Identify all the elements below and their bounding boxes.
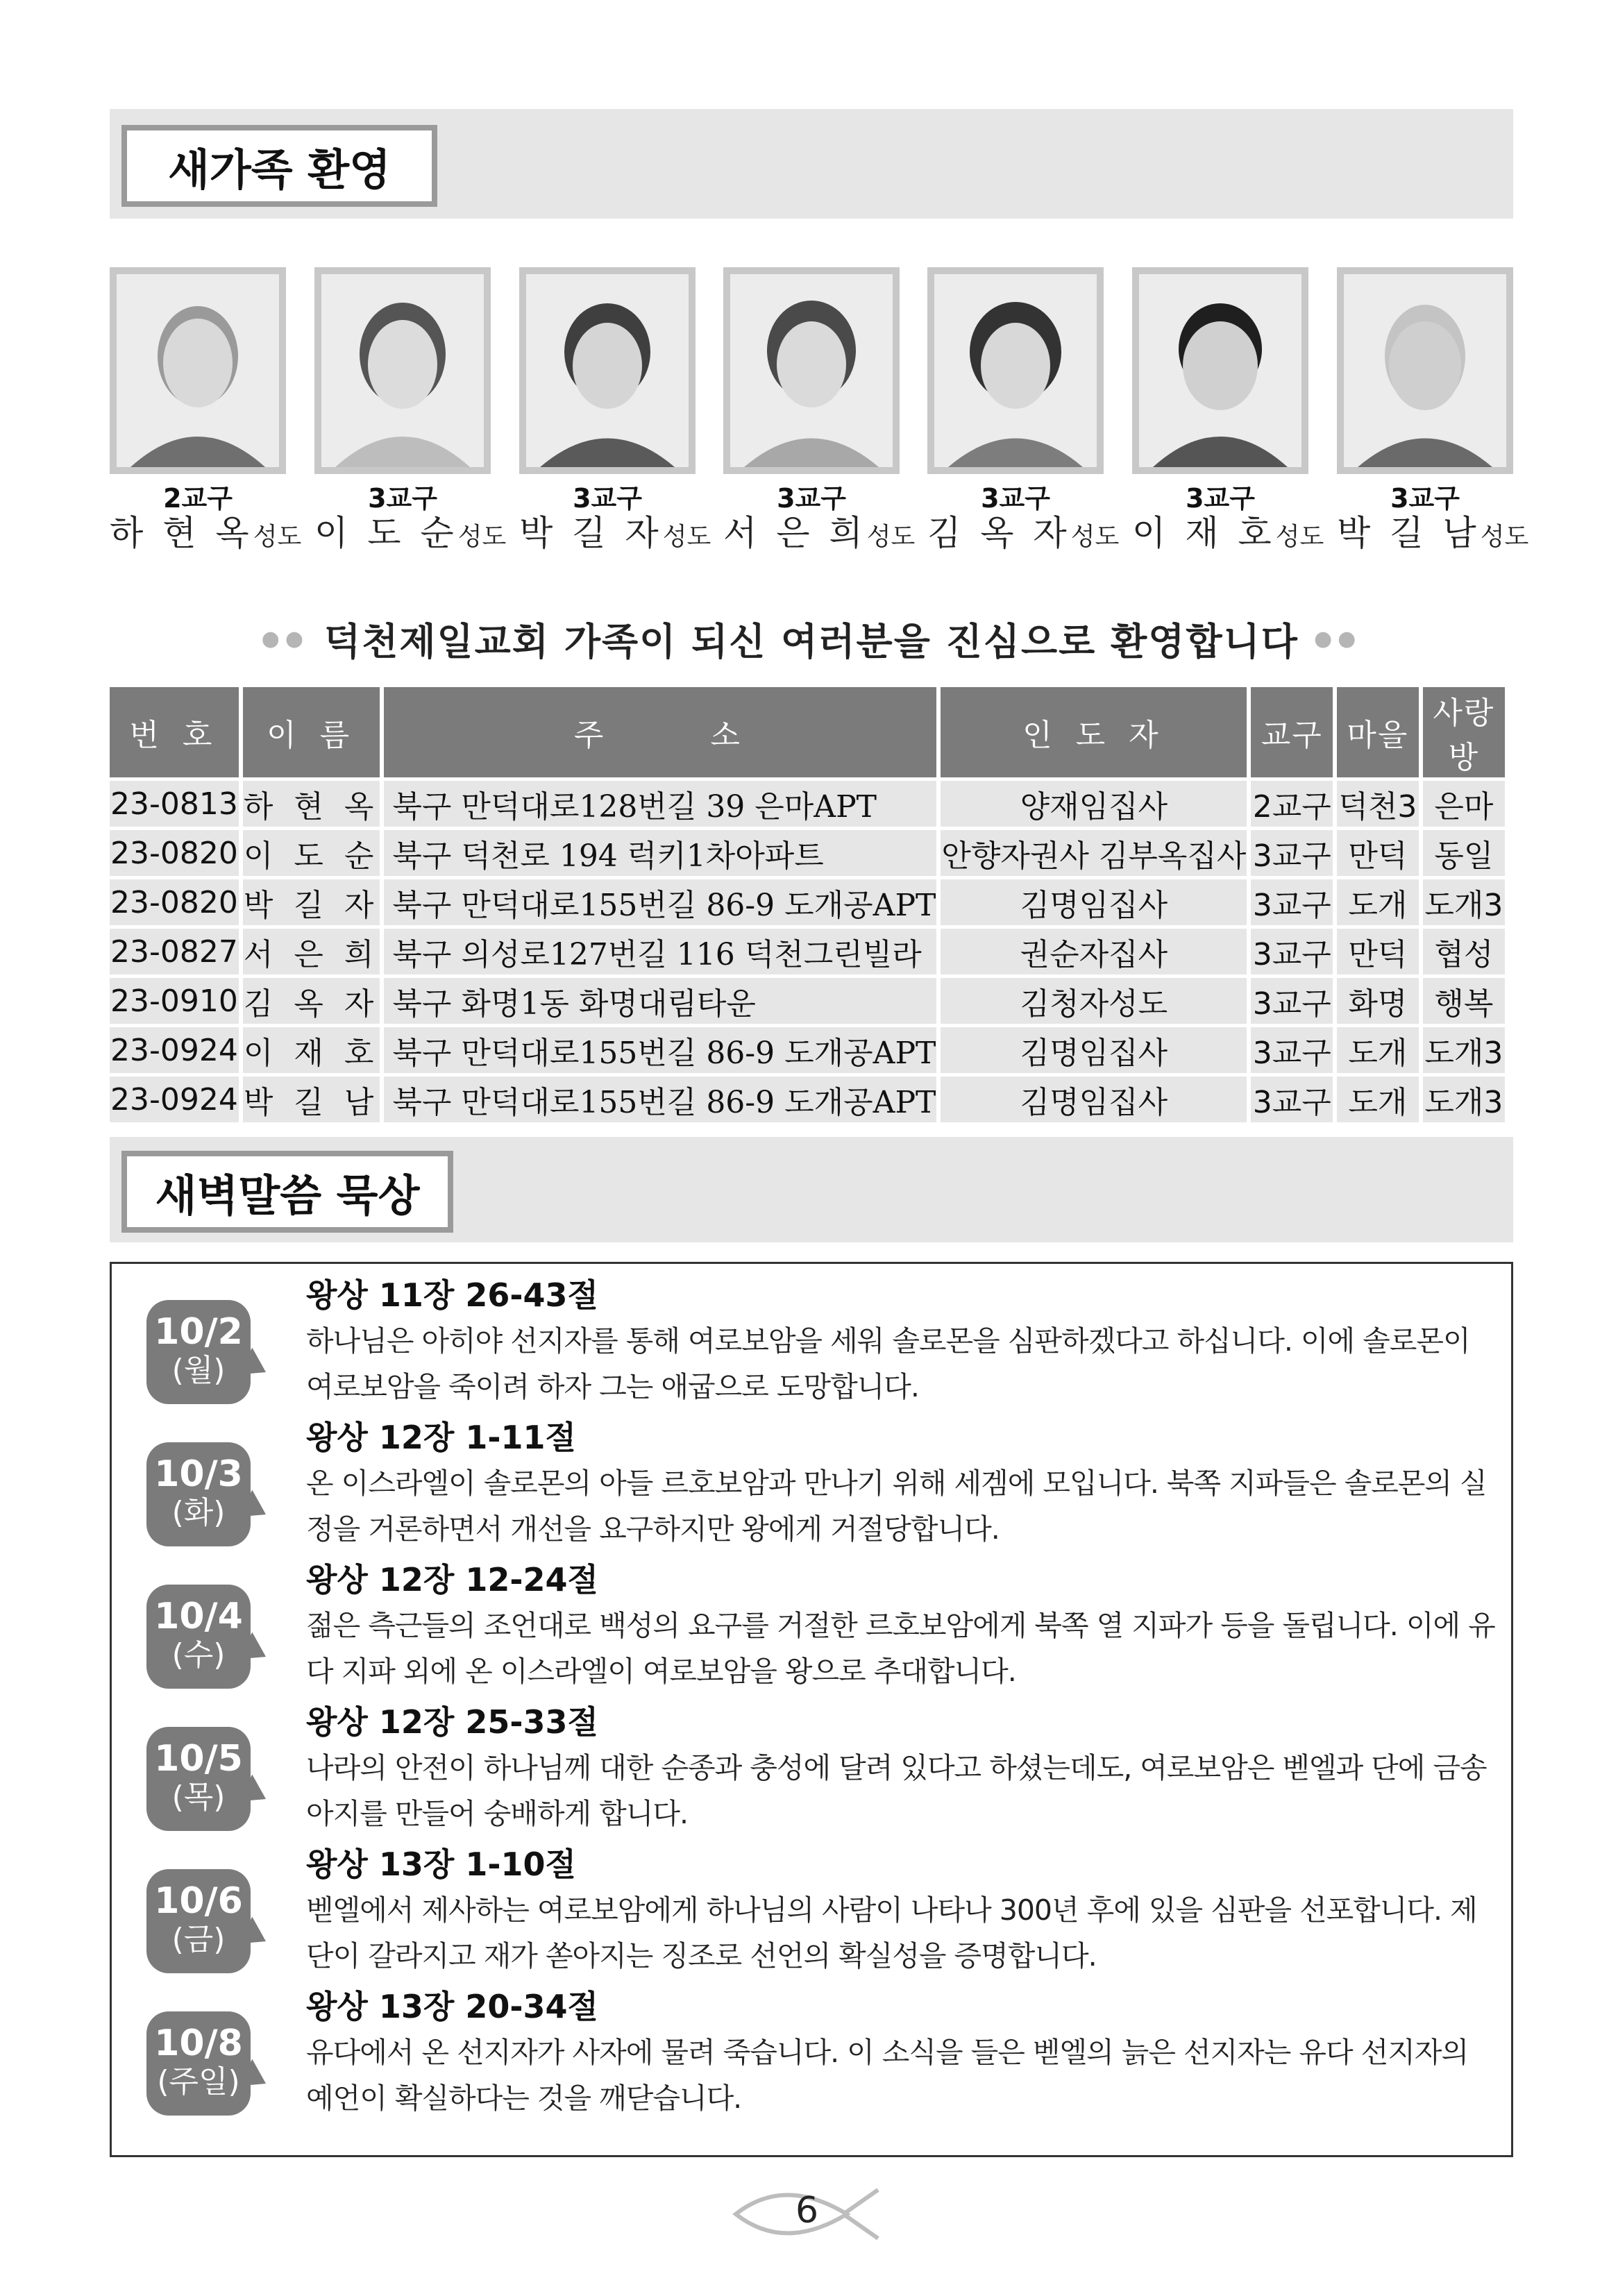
- section-title-new-family: 새가족 환영: [121, 125, 437, 207]
- table-row: [110, 929, 1505, 974]
- devotion-day: (금): [171, 1922, 226, 1957]
- scripture-reference: 왕상 13장 1-10절: [306, 1846, 576, 1883]
- member-card: [519, 267, 711, 557]
- member-photos: [110, 267, 1529, 553]
- cell-group: 행복: [1423, 978, 1505, 1024]
- table-row: [110, 830, 1505, 876]
- table-row: [110, 978, 1505, 1024]
- member-card: [1337, 267, 1529, 557]
- cell-village: 화명: [1337, 978, 1419, 1024]
- table-row: [110, 1027, 1505, 1073]
- cell-district: 3교구: [1251, 879, 1333, 925]
- member-card: [314, 267, 507, 557]
- date-bubble: [146, 1727, 251, 1831]
- cell-group: 협성: [1423, 929, 1505, 974]
- new-member-table: [106, 684, 1509, 1126]
- member-name: 하 현 옥성도: [110, 513, 302, 553]
- devotion-day: (목): [171, 1780, 226, 1815]
- section-title-dawn-devotion: 새벽말씀 묵상: [121, 1151, 453, 1233]
- cell-name: 박 길 남: [243, 1077, 380, 1122]
- cell-address: 북구 화명1동 화명대림타운: [384, 978, 936, 1024]
- table-row: [110, 1077, 1505, 1122]
- table-header-row: [110, 687, 1505, 777]
- cell-village: 만덕: [1337, 929, 1419, 974]
- devotion-entry: [112, 1417, 1515, 1560]
- member-district: 3교구: [573, 483, 642, 514]
- decorative-dots: ●●: [261, 626, 310, 651]
- cell-district: 3교구: [1251, 1027, 1333, 1073]
- date-bubble: [146, 1585, 251, 1689]
- member-name: 이 재 호성도: [1132, 513, 1324, 553]
- member-district: 3교구: [368, 483, 437, 514]
- cell-name: 박 길 자: [243, 879, 380, 925]
- cell-district: 3교구: [1251, 978, 1333, 1024]
- cell-number: 23-0813: [110, 781, 239, 827]
- header-guide: 인 도 자: [941, 687, 1247, 777]
- cell-group: 도개3: [1423, 1027, 1505, 1073]
- cell-group: 동일: [1423, 830, 1505, 876]
- cell-name: 서 은 희: [243, 929, 380, 974]
- table-row: [110, 781, 1505, 827]
- devotion-entry: [112, 1702, 1515, 1844]
- member-name: 서 은 희성도: [723, 513, 916, 553]
- header-name: 이 름: [243, 687, 380, 777]
- page-number: 6: [795, 2190, 819, 2231]
- cell-village: 덕천3: [1337, 781, 1419, 827]
- header-address: 주 소: [384, 687, 936, 777]
- devotion-summary: 온 이스라엘이 솔로몬의 아들 르호보암과 만나기 위해 세겜에 모입니다. 북쪽 지파들은 솔로몬의 실정을 거론하면서 개선을 요구하지만 왕에게 거절당합니다.: [306, 1467, 1487, 1546]
- member-card: [723, 267, 916, 557]
- cell-group: 도개3: [1423, 879, 1505, 925]
- cell-village: 만덕: [1337, 830, 1419, 876]
- devotion-day: (수): [171, 1637, 226, 1673]
- devotion-entry: [112, 1275, 1515, 1417]
- cell-district: 2교구: [1251, 781, 1333, 827]
- cell-number: 23-0820: [110, 830, 239, 876]
- date-bubble: [146, 2011, 251, 2116]
- cell-guide: 안향자권사 김부옥집사: [941, 830, 1247, 876]
- header-district: 교구: [1251, 687, 1333, 777]
- cell-guide: 김명임집사: [941, 1027, 1247, 1073]
- member-photo: [1337, 267, 1513, 474]
- devotion-entry: [112, 1560, 1515, 1702]
- member-photo: [314, 267, 491, 474]
- cell-name: 이 도 순: [243, 830, 380, 876]
- member-name: 박 길 남성도: [1337, 513, 1529, 553]
- devotion-summary: 벧엘에서 제사하는 여로보암에게 하나님의 사람이 나타나 300년 후에 있을 심판을 선포합니다. 제단이 갈라지고 재가 쏟아지는 징조로 선언의 확실성을 증명합니다.: [306, 1893, 1477, 1973]
- member-photo: [110, 267, 286, 474]
- member-photo: [927, 267, 1104, 474]
- header-group: 사랑방: [1423, 687, 1505, 777]
- devotion-date: 10/3: [154, 1453, 243, 1495]
- cell-group: 도개3: [1423, 1077, 1505, 1122]
- cell-village: 도개: [1337, 1077, 1419, 1122]
- date-bubble: [146, 1300, 251, 1404]
- member-district: 3교구: [777, 483, 846, 514]
- member-district: 3교구: [1186, 483, 1255, 514]
- devotion-summary: 유다에서 온 선지자가 사자에 물려 죽습니다. 이 소식을 들은 벧엘의 늙은 선지자는 유다 선지자의 예언이 확실하다는 것을 깨닫습니다.: [306, 2036, 1469, 2115]
- cell-address: 북구 만덕대로128번길 39 은마APT: [384, 781, 936, 827]
- cell-address: 북구 만덕대로155번길 86-9 도개공APT: [384, 1027, 936, 1073]
- cell-district: 3교구: [1251, 929, 1333, 974]
- cell-group: 은마: [1423, 781, 1505, 827]
- decorative-dots: ●●: [1313, 626, 1362, 651]
- cell-address: 북구 덕천로 194 럭키1차아파트: [384, 830, 936, 876]
- cell-name: 김 옥 자: [243, 978, 380, 1024]
- page-footer: [729, 2176, 888, 2252]
- devotion-day: (월): [171, 1353, 226, 1388]
- welcome-message: 덕천제일교회 가족이 되신 여러분을 진심으로 환영합니다: [324, 618, 1299, 664]
- cell-address: 북구 의성로127번길 116 덕천그린빌라: [384, 929, 936, 974]
- cell-number: 23-0910: [110, 978, 239, 1024]
- devotion-day: (주일): [157, 2064, 240, 2100]
- cell-number: 23-0827: [110, 929, 239, 974]
- member-district: 3교구: [1390, 483, 1460, 514]
- devotion-summary: 나라의 안전이 하나님께 대한 순종과 충성에 달려 있다고 하셨는데도, 여로보암은 벧엘과 단에 금송아지를 만들어 숭배하게 합니다.: [306, 1751, 1487, 1830]
- member-card: [927, 267, 1120, 557]
- scripture-reference: 왕상 12장 1-11절: [306, 1419, 576, 1456]
- header-village: 마을: [1337, 687, 1419, 777]
- member-district: 3교구: [981, 483, 1050, 514]
- date-bubble: [146, 1442, 251, 1546]
- devotion-entry: [112, 1986, 1515, 2129]
- member-name: 김 옥 자성도: [927, 513, 1120, 553]
- member-photo: [1132, 267, 1308, 474]
- member-district: 2교구: [163, 483, 233, 514]
- cell-name: 하 현 옥: [243, 781, 380, 827]
- cell-guide: 권순자집사: [941, 929, 1247, 974]
- cell-guide: 김명임집사: [941, 879, 1247, 925]
- cell-name: 이 재 호: [243, 1027, 380, 1073]
- welcome-banner: [110, 607, 1513, 670]
- scripture-reference: 왕상 12장 25-33절: [306, 1703, 598, 1741]
- devotion-summary: 하나님은 아히야 선지자를 통해 여로보암을 세워 솔로몬을 심판하겠다고 하십니다. 이에 솔로몬이 여로보암을 죽이려 하자 그는 애굽으로 도망합니다.: [306, 1324, 1470, 1403]
- devotion-entry: [112, 1844, 1515, 1986]
- cell-village: 도개: [1337, 879, 1419, 925]
- table-row: [110, 879, 1505, 925]
- cell-district: 3교구: [1251, 830, 1333, 876]
- cell-number: 23-0820: [110, 879, 239, 925]
- cell-address: 북구 만덕대로155번길 86-9 도개공APT: [384, 879, 936, 925]
- devotion-date: 10/4: [154, 1596, 243, 1637]
- cell-village: 도개: [1337, 1027, 1419, 1073]
- devotion-date: 10/5: [154, 1738, 243, 1780]
- member-card: [110, 267, 302, 557]
- devotion-date: 10/6: [154, 1880, 243, 1922]
- header-number: 번 호: [110, 687, 239, 777]
- devotion-date: 10/2: [154, 1311, 243, 1353]
- member-photo: [723, 267, 900, 474]
- cell-district: 3교구: [1251, 1077, 1333, 1122]
- devotion-date: 10/8: [154, 2023, 243, 2064]
- member-name: 박 길 자성도: [519, 513, 711, 553]
- cell-address: 북구 만덕대로155번길 86-9 도개공APT: [384, 1077, 936, 1122]
- cell-guide: 김청자성도: [941, 978, 1247, 1024]
- cell-guide: 김명임집사: [941, 1077, 1247, 1122]
- member-card: [1132, 267, 1324, 557]
- member-photo: [519, 267, 696, 474]
- devotion-box: [110, 1262, 1513, 2157]
- cell-number: 23-0924: [110, 1077, 239, 1122]
- member-name: 이 도 순성도: [314, 513, 507, 553]
- cell-guide: 양재임집사: [941, 781, 1247, 827]
- scripture-reference: 왕상 11장 26-43절: [306, 1276, 598, 1314]
- devotion-day: (화): [171, 1495, 226, 1530]
- scripture-reference: 왕상 13장 20-34절: [306, 1988, 598, 2025]
- devotion-summary: 젊은 측근들의 조언대로 백성의 요구를 거절한 르호보암에게 북쪽 열 지파가 등을 돌립니다. 이에 유다 지파 외에 온 이스라엘이 여로보암을 왕으로 추대합니다.: [306, 1609, 1495, 1688]
- cell-number: 23-0924: [110, 1027, 239, 1073]
- scripture-reference: 왕상 12장 12-24절: [306, 1561, 598, 1598]
- date-bubble: [146, 1869, 251, 1973]
